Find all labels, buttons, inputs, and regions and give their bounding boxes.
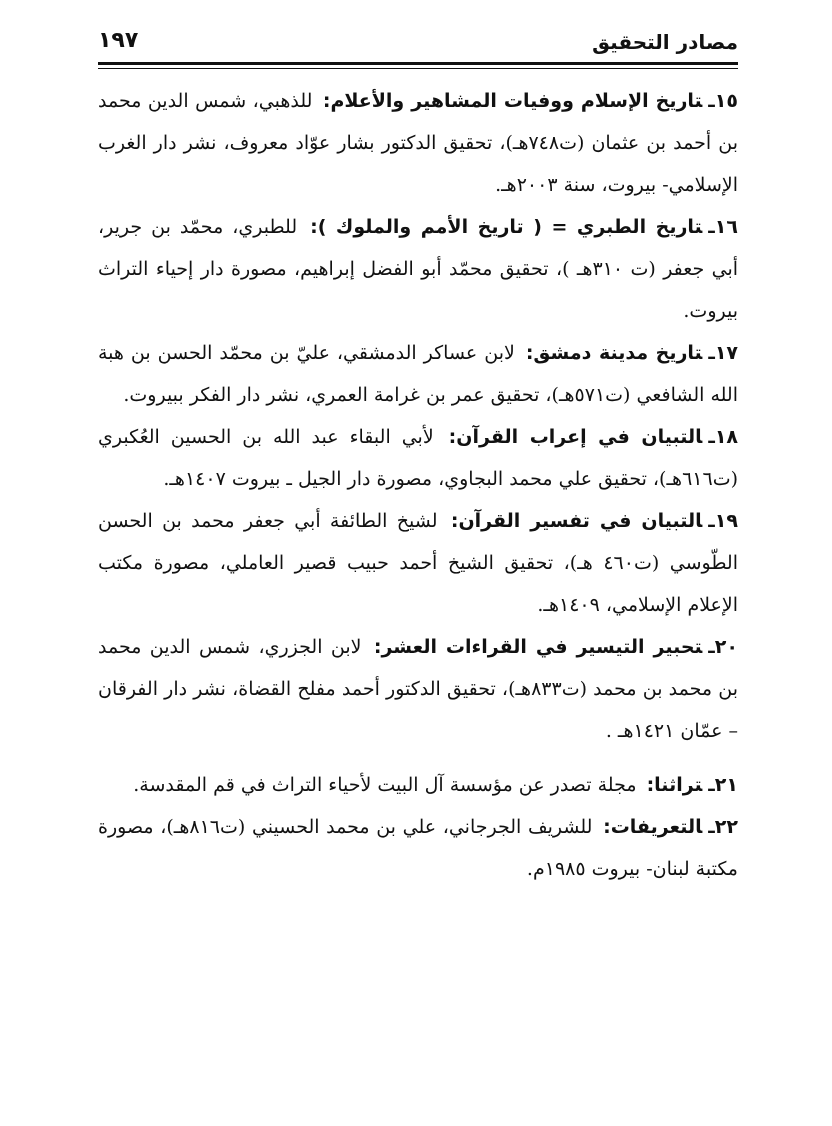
entry-number: ٢٢ـ — [708, 816, 738, 838]
header-rule-thin — [98, 68, 738, 69]
entry-text: لشيخ الطائفة أبي جعفر محمد بن الحسن الطّوسي (ت٤٦٠ هـ)، تحقيق الشيخ أحمد حبيب قصير العاملي، مصورة مكتب الإعلام الإسلامي، ١٤٠٩هـ. — [98, 510, 738, 616]
entry-text: للطبري، محمّد بن جرير، أبي جعفر (ت ٣١٠هـ )، تحقيق محمّد أبو الفضل إبراهيم، مصورة دار إحياء التراث بيروت. — [98, 216, 739, 322]
entry-text: للشريف الجرجاني، علي بن محمد الحسيني (ت٨١٦هـ)، مصورة مكتبة لبنان- بيروت ١٩٨٥م. — [98, 816, 738, 880]
bibliography-entry-16 — [98, 206, 738, 332]
entry-heading: التبيان في تفسير القرآن: — [450, 510, 703, 532]
entry-text: لأبي البقاء عبد الله بن الحسين العُكبري (ت٦١٦هـ)، تحقيق علي محمد البجاوي، مصورة دار الجيل ـ بيروت ١٤٠٧هـ. — [98, 426, 738, 490]
bibliography-entry-15 — [98, 80, 738, 206]
bibliography-entry-22 — [98, 806, 738, 890]
entry-text: لابن الجزري، شمس الدين محمد بن محمد بن محمد (ت٨٣٣هـ)، تحقيق الدكتور أحمد مفلح القضاة، نشر دار الفرقان – عمّان ١٤٢١هـ . — [98, 636, 739, 742]
bibliography-entry-17 — [98, 332, 738, 416]
page-header — [98, 24, 738, 60]
entry-number: ٢٠ـ — [708, 636, 738, 658]
entry-heading: التبيان في إعراب القرآن: — [448, 426, 703, 448]
bibliography-entry-20 — [98, 626, 738, 752]
header-rule-thick — [98, 62, 738, 65]
entry-number: ١٩ـ — [708, 510, 738, 532]
entry-number: ١٨ـ — [708, 426, 739, 448]
entry-text: مجلة تصدر عن مؤسسة آل البيت لأحياء التراث في قم المقدسة. — [133, 774, 637, 796]
bibliography-list — [98, 80, 738, 890]
entry-heading: التعريفات: — [603, 816, 703, 838]
entry-number: ٢١ـ — [708, 774, 738, 796]
entry-number: ١٥ـ — [708, 90, 738, 112]
entry-heading: تحبير التيسير في القراءات العشر: — [373, 636, 703, 658]
entry-heading: تاريخ مدينة دمشق: — [525, 342, 703, 364]
page-number: ١٩٧ — [98, 28, 139, 53]
entry-text: لابن عساكر الدمشقي، عليّ بن محمّد الحسن بن هبة الله الشافعي (ت٥٧١هـ)، تحقيق عمر بن غرامة العمري، نشر دار الفكر ببيروت. — [98, 342, 738, 406]
bibliography-entry-21 — [98, 764, 738, 806]
entry-heading: تاريخ الإسلام ووفيات المشاهير والأعلام: — [322, 90, 703, 112]
entry-text: للذهبي، شمس الدين محمد بن أحمد بن عثمان (ت٧٤٨هـ)، تحقيق الدكتور بشار عوّاد معروف، نشر دار الغرب الإسلامي- بيروت، سنة ٢٠٠٣هـ. — [98, 90, 738, 196]
bibliography-entry-19 — [98, 500, 738, 626]
running-title: مصادر التحقيق — [592, 30, 738, 54]
entry-number: ١٧ـ — [708, 342, 739, 364]
bibliography-entry-18 — [98, 416, 738, 500]
entry-heading: تاريخ الطبري = ( تاريخ الأمم والملوك ): — [310, 216, 703, 238]
entry-heading: تراثنا: — [646, 774, 703, 796]
entry-number: ١٦ـ — [708, 216, 738, 238]
